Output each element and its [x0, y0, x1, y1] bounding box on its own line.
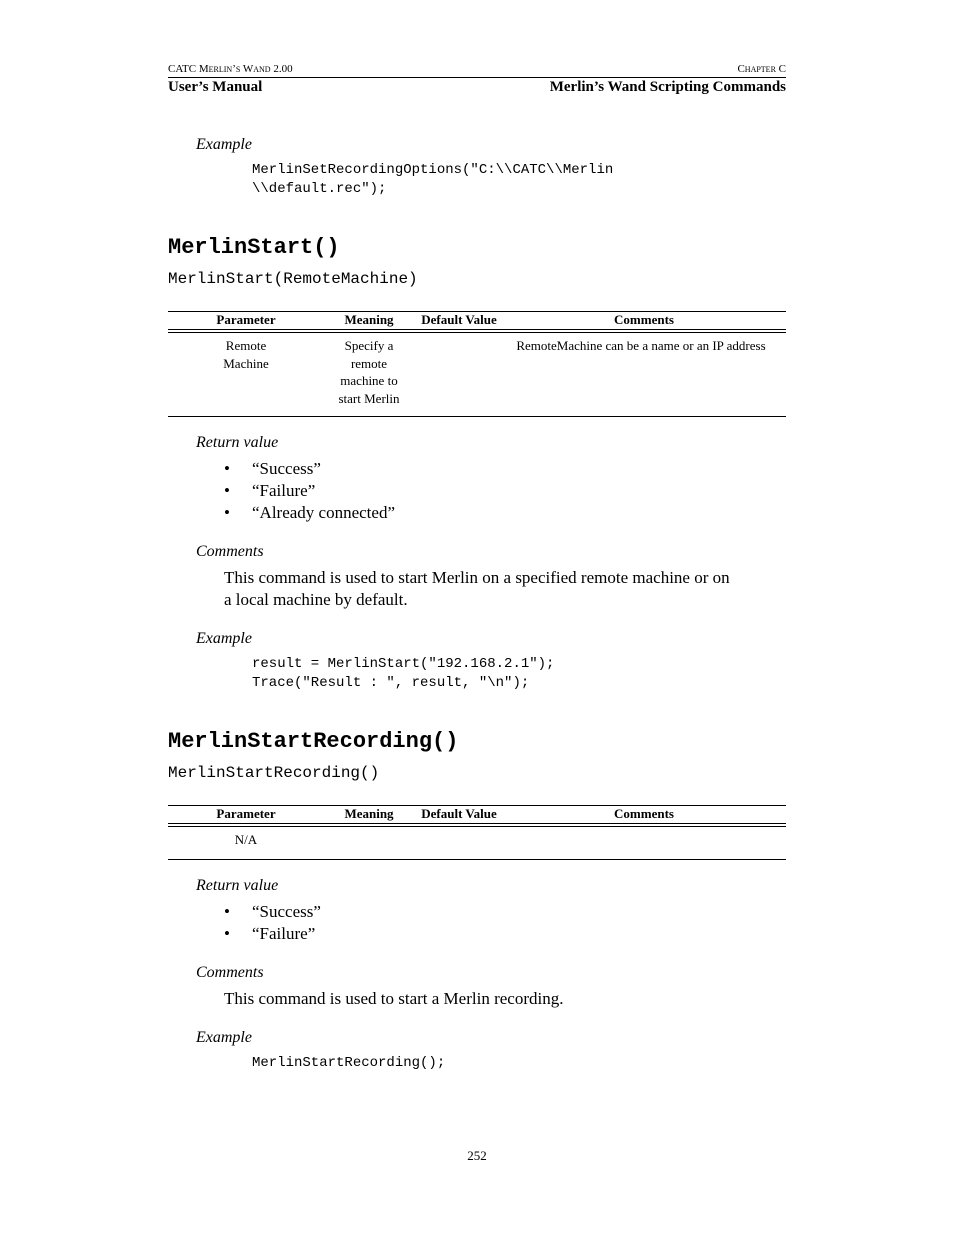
- list-item: • “Already connected”: [224, 502, 395, 524]
- table-header: Default Value: [421, 806, 497, 821]
- table-header: Comments: [614, 312, 674, 327]
- return-value-label: Return value: [196, 434, 279, 451]
- table-header: Parameter: [216, 806, 276, 821]
- header-manual: User’s Manual: [168, 79, 263, 95]
- comments-label: Comments: [196, 543, 264, 560]
- list-item: • “Failure”: [224, 923, 321, 945]
- parameter-table: [168, 311, 786, 417]
- example-label: Example: [196, 136, 252, 153]
- return-value-label: Return value: [196, 877, 279, 894]
- header-section: Merlin’s Wand Scripting Commands: [549, 79, 786, 95]
- table-cell-parameter: N/A: [234, 832, 258, 847]
- comments-label: Comments: [196, 964, 264, 981]
- table-header: Comments: [614, 806, 674, 821]
- table-header: Meaning: [344, 806, 394, 821]
- section-title: MerlinStart(): [168, 235, 340, 260]
- parameter-table: [168, 805, 786, 861]
- comments-text: This command is used to start Merlin on a specified remote machine or on a local machine by default.: [224, 568, 730, 609]
- section-title: MerlinStartRecording(): [168, 729, 459, 754]
- code-line: MerlinStartRecording();: [252, 1055, 446, 1071]
- header-chapter: Chapter C: [737, 63, 786, 75]
- page-number: 252: [467, 1148, 487, 1163]
- return-values-list: [224, 458, 395, 524]
- example-label: Example: [196, 1029, 252, 1046]
- code-line: MerlinSetRecordingOptions("C:\\CATC\\Merlin: [252, 162, 614, 178]
- list-item: • “Success”: [224, 458, 395, 480]
- function-signature: MerlinStart(RemoteMachine): [168, 270, 418, 288]
- code-line: Trace("Result : ", result, "\n");: [252, 675, 530, 691]
- header-product: CATC Merlin’s Wand 2.00: [168, 63, 293, 75]
- list-item: • “Failure”: [224, 480, 395, 502]
- table-cell-comments: RemoteMachine can be a name or an IP address: [516, 338, 766, 353]
- code-line: \\default.rec");: [252, 181, 387, 197]
- table-cell-parameter: Remote Machine: [223, 338, 269, 371]
- function-signature: MerlinStartRecording(): [168, 764, 380, 782]
- running-header-top: [168, 63, 786, 78]
- table-header: Meaning: [344, 312, 394, 327]
- table-header: Parameter: [216, 312, 276, 327]
- list-item: • “Success”: [224, 901, 321, 923]
- comments-text: This command is used to start a Merlin recording.: [224, 989, 564, 1008]
- return-values-list: [224, 901, 321, 945]
- code-line: result = MerlinStart("192.168.2.1");: [252, 656, 555, 672]
- example-label: Example: [196, 630, 252, 647]
- table-header: Default Value: [421, 312, 497, 327]
- table-cell-meaning: Specify a remote machine to start Merlin: [338, 338, 400, 406]
